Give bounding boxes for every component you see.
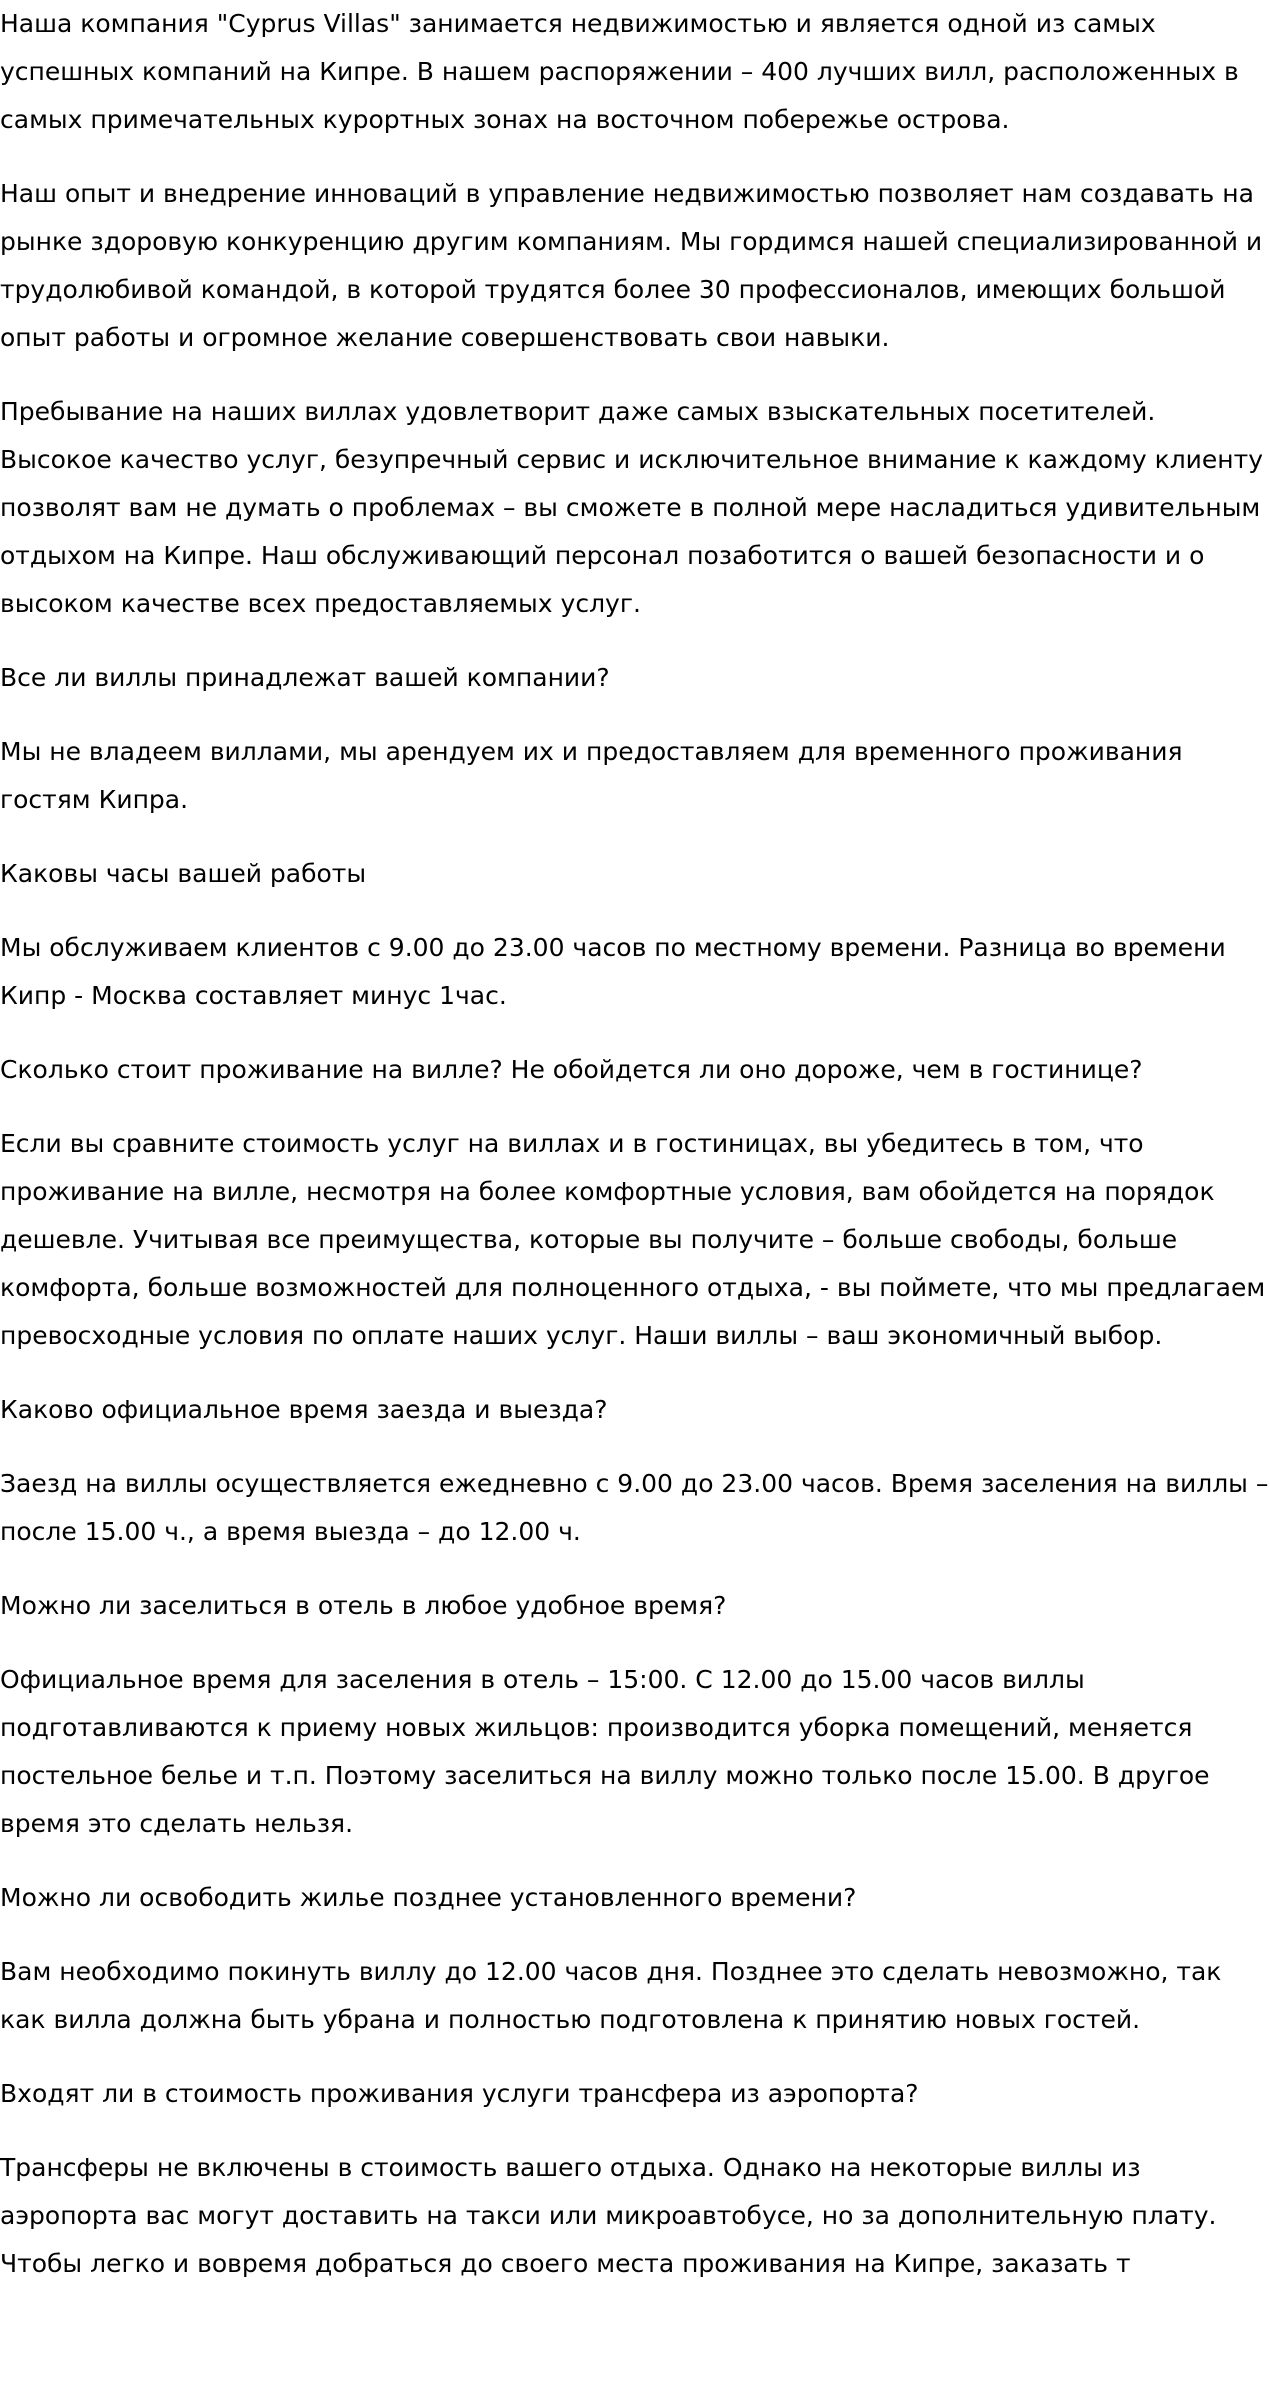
paragraph: Наша компания "Cyprus Villas" занимается недвижимостью и является одной из самых успешных компаний на Кипре. В нашем распоряжении – 400 лучших вилл, расположенных в самых примечательных курортных зонах на восточном побережье острова. [0,9,1239,134]
faq-question: Все ли виллы принадлежат вашей компании? [0,663,610,692]
faq-answer: Вам необходимо покинуть виллу до 12.00 часов дня. Позднее это сделать невозможно, так как вилла должна быть убрана и полностью подготовлена к принятию новых гостей. [0,1957,1222,2034]
faq-answer: Мы не владеем виллами, мы арендуем их и предоставляем для временного проживания гостям Кипра. [0,737,1183,814]
faq-answer: Если вы сравните стоимость услуг на виллах и в гостиницах, вы убедитесь в том, что проживание на вилле, несмотря на более комфортные условия, вам обойдется на порядок дешевле. Учитывая все преимущества, которые вы получите – больше свободы, больше комфорта, больше возможностей для полноценного отдыха, - вы поймете, что мы предлагаем превосходные условия по оплате наших услуг. Наши виллы – ваш экономичный выбор. [0,1129,1266,1350]
faq-question: Каковы часы вашей работы [0,859,367,888]
faq-question: Входят ли в стоимость проживания услуги трансфера из аэропорта? [0,2079,919,2108]
paragraph: Пребывание на наших виллах удовлетворит даже самых взыскательных посетителей. Высокое качество услуг, безупречный сервис и исключительное внимание к каждому клиенту позволят вам не думать о проблемах – вы сможете в полной мере насладиться удивительным отдыхом на Кипре. Наш обслуживающий персонал позаботится о вашей безопасности и о высоком качестве всех предоставляемых услуг. [0,397,1264,618]
faq-question: Можно ли заселиться в отель в любое удобное время? [0,1591,727,1620]
faq-answer: Мы обслуживаем клиентов с 9.00 до 23.00 часов по местному времени. Разница во времени Кипр - Москва составляет минус 1час. [0,933,1226,1010]
faq-question: Каково официальное время заезда и выезда? [0,1395,608,1424]
faq-answer: Трансферы не включены в стоимость вашего отдыха. Однако на некоторые виллы из аэропорта вас могут доставить на такси или микроавтобусе, но за дополнительную плату. Чтобы легко и вовремя добраться до своего места проживания на Кипре, заказать т [0,2153,1217,2278]
paragraph: Наш опыт и внедрение инноваций в управление недвижимостью позволяет нам создавать на рынке здоровую конкуренцию другим компаниям. Мы гордимся нашей специализированной и трудолюбивой командой, в которой трудятся более 30 профессионалов, имеющих большой опыт работы и огромное желание совершенствовать свои навыки. [0,179,1263,352]
faq-answer: Официальное время для заселения в отель – 15:00. С 12.00 до 15.00 часов виллы подготавливаются к приему новых жильцов: производится уборка помещений, меняется постельное белье и т.п. Поэтому заселиться на виллу можно только после 15.00. В другое время это сделать нельзя. [0,1665,1210,1838]
faq-answer: Заезд на виллы осуществляется ежедневно с 9.00 до 23.00 часов. Время заселения на виллы – после 15.00 ч., а время выезда – до 12.00 ч. [0,1469,1269,1546]
faq-question: Сколько стоит проживание на вилле? Не обойдется ли оно дороже, чем в гостинице? [0,1055,1143,1084]
faq-question: Можно ли освободить жилье позднее установленного времени? [0,1883,857,1912]
